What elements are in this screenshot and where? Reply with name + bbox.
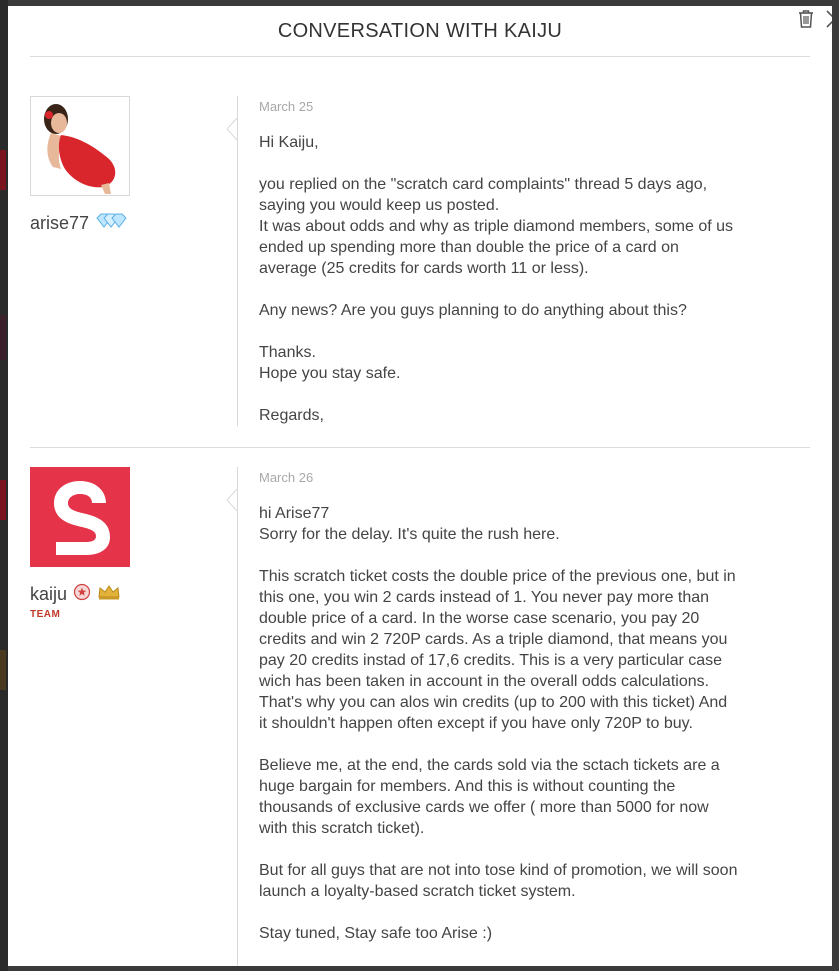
message-item (30, 96, 810, 448)
author-name[interactable]: arise77 (30, 213, 90, 233)
message-body (259, 132, 739, 447)
avatar[interactable] (30, 467, 130, 567)
message-paragraph: Believe me, at the end, the cards sold via the sctach tickets are a huge bargain for members. And this is without counting the thousands of exclusive cards we offer ( more than 5000 for now with this scratch ticket). (259, 757, 720, 837)
trash-icon[interactable] (795, 8, 817, 30)
message-body (259, 503, 739, 965)
message-paragraph: But for all guys that are not into tose kind of promotion, we will soon launch a loyalty-based scratch ticket system. (259, 862, 738, 900)
speech-pointer (227, 489, 237, 511)
message-item (30, 467, 810, 966)
dialog-header (30, 6, 810, 57)
backdrop-page (0, 0, 8, 971)
team-tag: TEAM (30, 609, 61, 620)
author-row (30, 212, 129, 235)
triple-diamond-icon (95, 212, 129, 235)
message-paragraph: Regards, (259, 407, 324, 424)
star-badge-icon (73, 583, 91, 606)
message-paragraph: you replied on the "scratch card complaints" thread 5 days ago, saying you would keep us posted. It was about odds and why as triple diamond members, some of us ended up spending more than double the price of a card on average (25 credits for cards worth 11 or less). (259, 176, 734, 277)
backdrop-thumbnail (0, 315, 6, 360)
avatar[interactable] (30, 96, 130, 196)
conversation-dialog (8, 6, 832, 966)
thread-divider (237, 96, 238, 426)
dialog-title: CONVERSATION WITH KAIJU (277, 20, 563, 42)
close-icon[interactable] (824, 8, 832, 30)
thread-divider (237, 467, 238, 966)
backdrop-thumbnail (0, 480, 6, 520)
message-date: March 25 (259, 99, 314, 114)
backdrop-thumbnail (0, 650, 6, 690)
message-paragraph: hi Arise77 Sorry for the delay. It's quite the rush here. (259, 505, 560, 543)
message-date: March 26 (259, 470, 314, 485)
author-row (30, 583, 121, 606)
speech-pointer (227, 118, 237, 140)
backdrop-thumbnail (0, 150, 6, 190)
message-paragraph: This scratch ticket costs the double price of the previous one, but in this one, you win 2 cards instead of 1. You never pay more than double price of a card. In the worse case scenario, you pay 20 credits and win 2 720P cards. As a triple diamond, that means you pay 20 credits instad of 17,6 credits. This is a very particular case wich has been taken in account in the overall odds calculations. That's why you can alos win credits (up to 200 with this ticket) And it shouldn't happen often except if you have only 720P to buy. (259, 568, 736, 732)
message-paragraph: Thanks. Hope you stay safe. (259, 344, 401, 382)
message-paragraph: Hi Kaiju, (259, 134, 319, 151)
message-paragraph: Stay tuned, Stay safe too Arise :) (259, 925, 493, 942)
crown-icon (97, 584, 121, 605)
message-paragraph: Any news? Are you guys planning to do anything about this? (259, 302, 687, 319)
author-name[interactable]: kaiju (30, 584, 68, 604)
